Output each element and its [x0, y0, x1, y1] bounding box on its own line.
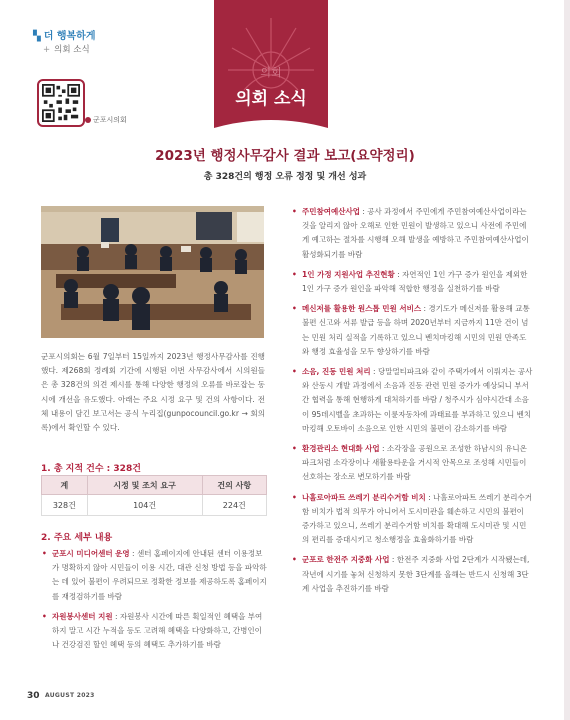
list-item [291, 442, 533, 485]
stats-value-row [42, 495, 267, 516]
list-item [291, 365, 533, 436]
item-text: : 나홀로아파트 쓰레기 분리수거함 비치가 법적 의무가 아니어서 도시미관을 훼손하고 시민의 불편이 증가하고 있으니, 쓰레기 분리수거함 비치를 확대해 도시미관 및 시민의 편리를 증대시키고 청소행정을 효율화하기를 바람 [302, 492, 533, 545]
item-label: 군포로 한전주 지중화 사업 [302, 555, 390, 565]
details-list-right [291, 205, 533, 602]
stats-header-suggestion: 건의 사항 [202, 476, 266, 495]
plus-icon: + [43, 45, 51, 55]
item-text: : 자원봉사 시간에 따른 획일적인 혜택을 부여하지 말고 시간 누적을 등도 고려해 혜택을 다양화하고, 간병인이나 건강검진 할인 혜택 등의 혜택도 추가하기를 바람 [52, 611, 263, 650]
item-text: : 센터 홈페이지에 안내된 센터 이용정보가 명확하지 않아 시민들이 이용 시간, 대관 신청 방법 등을 파악하는 데 있어 불편이 우려되므로 정확한 정보를 제공하도록 홈페이지를 재정검하기를 바람 [52, 549, 267, 601]
bullet-icon: • [292, 367, 297, 377]
bullet-icon: • [292, 304, 297, 314]
list-item [291, 491, 533, 548]
list-item [291, 268, 533, 296]
item-label: 자원봉사센터 지원 [52, 611, 113, 621]
item-text: : 소각장을 공원으로 조성한 하남시의 유니온파크처럼 소각장이나 새활용타운을 거시적 안목으로 조성해 시민들이 선호하는 장소로 변모하기를 바람 [302, 444, 527, 482]
section-title: 더 행복하게 [43, 31, 96, 42]
details-list-left [41, 547, 267, 658]
item-label: 1인 가정 지원사업 추진현황 [302, 269, 395, 279]
item-text: : 한전주 지중화 사업 2단계가 시작됐는데, 작년에 시기를 놓쳐 신청하지 못한 3단계를 올해는 반드시 신청해 3단계 사업을 추진하기를 바람 [302, 555, 530, 593]
article-subtitle: 총 328건의 행정 오류 정정 및 개선 성과 [203, 172, 367, 182]
stats-table [41, 475, 267, 516]
stats-value-suggestion: 224건 [202, 495, 266, 516]
qr-caption-text: 군포시의회 [93, 116, 127, 124]
item-label: 환경관리소 현대화 사업 [302, 444, 380, 454]
item-text: : 당말멀티파크와 같이 주택가에서 이뤄지는 공사와 산동시 개발 과정에서 소음과 진동 관련 민원 증가가 예상되니 부서 간 협력을 통해 현행하게 대처하기를 바람 / 청주시가 심야시간대 소음이 95데시벨을 초과하는 이륜자동차에 과태료를 부과하고 있으니 벤치마킹해 오토바이 소음으로 인한 시민의 불편이 감소하기를 바람 [302, 367, 533, 433]
stats-heading: 1. 총 지적 건수 : 328건 [41, 464, 141, 474]
list-item [291, 205, 533, 262]
list-item [291, 302, 533, 359]
item-label: 군포시 미디어센터 운영 [52, 549, 130, 558]
caption-dot-icon [85, 117, 91, 123]
bullet-icon: • [42, 549, 47, 558]
list-item [41, 610, 267, 653]
qr-caption [85, 115, 127, 125]
item-text: : 경기도가 메신저를 활용해 교통 불편 신고와 서류 발급 등을 하며 2020년부터 지금까지 11만 건이 넘는 민원 처리 실적을 기록하고 있으니 벤치마킹해 시민의 민원 만족도와 행정 효율성을 모두 향상하기를 바람 [302, 304, 530, 356]
item-label: 소음, 진동 민원 처리 [302, 367, 371, 377]
issue-date: AUGUST 2023 [45, 692, 95, 699]
emblem-small-text: 의회 [260, 66, 282, 79]
bullet-icon: • [292, 492, 297, 502]
list-item [291, 553, 533, 596]
article-title: 2023년 행정사무감사 결과 보고(요약정리) [155, 148, 415, 164]
list-item [41, 547, 267, 604]
bullet-icon: • [292, 444, 297, 454]
emblem-title: 의회 소식 [235, 89, 307, 109]
details-heading: 2. 주요 세부 내용 [41, 533, 113, 543]
item-label: 나홀로아파트 쓰레기 분리수거함 비치 [302, 492, 426, 502]
stats-header-correction: 시정 및 조치 요구 [87, 476, 202, 495]
stats-header-row [42, 476, 267, 495]
council-meeting-photo [41, 206, 264, 338]
stats-header-total: 계 [42, 476, 88, 495]
page-edge-bar [564, 0, 570, 720]
qr-code-icon[interactable] [42, 84, 80, 122]
subsection-title: 의회 소식 [54, 45, 90, 55]
section-bullet-icon: ▚ [33, 31, 41, 42]
intro-paragraph: 군포시의회는 6월 7일부터 15일까지 2023년 행정사무감사를 진행했다. 제268회 정례회 기간에 시행된 이번 사무감사에서 시의원들은 총 328건의 의견 제시를 통해 다양한 행정의 오류를 바로잡는 동시에 개선을 유도했다. 아래는 주요 시정 요구 및 건의 사항이다. 전체 내용이 담긴 보고서는 공식 누리집(gunpocouncil.go.kr → 회의록)에서 확인할 수 있다. [41, 352, 265, 433]
item-text: : 공사 과정에서 주민에게 주민참여예산사업이라는 것을 알리지 않아 오해로 인한 민원이 발생하고 있으니 사전에 주민에게 예고하는 절차를 시행해 오해 발생을 예방하고 주민참여예산사업이 활성화되기를 바람 [302, 207, 529, 259]
page-number: 30 [27, 691, 40, 701]
stats-value-total: 328건 [42, 495, 88, 516]
bullet-icon: • [292, 269, 297, 279]
bullet-icon: • [292, 555, 297, 565]
bullet-icon: • [292, 207, 297, 216]
bullet-icon: • [42, 611, 47, 621]
section-label [33, 27, 96, 42]
item-label: 메신저를 활용한 원스톱 민원 서비스 [302, 304, 422, 314]
stats-value-correction: 104건 [87, 495, 202, 516]
subsection-label [43, 43, 90, 55]
emblem-icon [214, 0, 328, 128]
item-text: : 자연적인 1인 가구 증가 원인을 제외한 1인 가구 증가 원인을 파악해 적합한 행정을 실천하기를 바람 [302, 269, 528, 294]
item-label: 주민참여예산사업 [302, 207, 360, 216]
